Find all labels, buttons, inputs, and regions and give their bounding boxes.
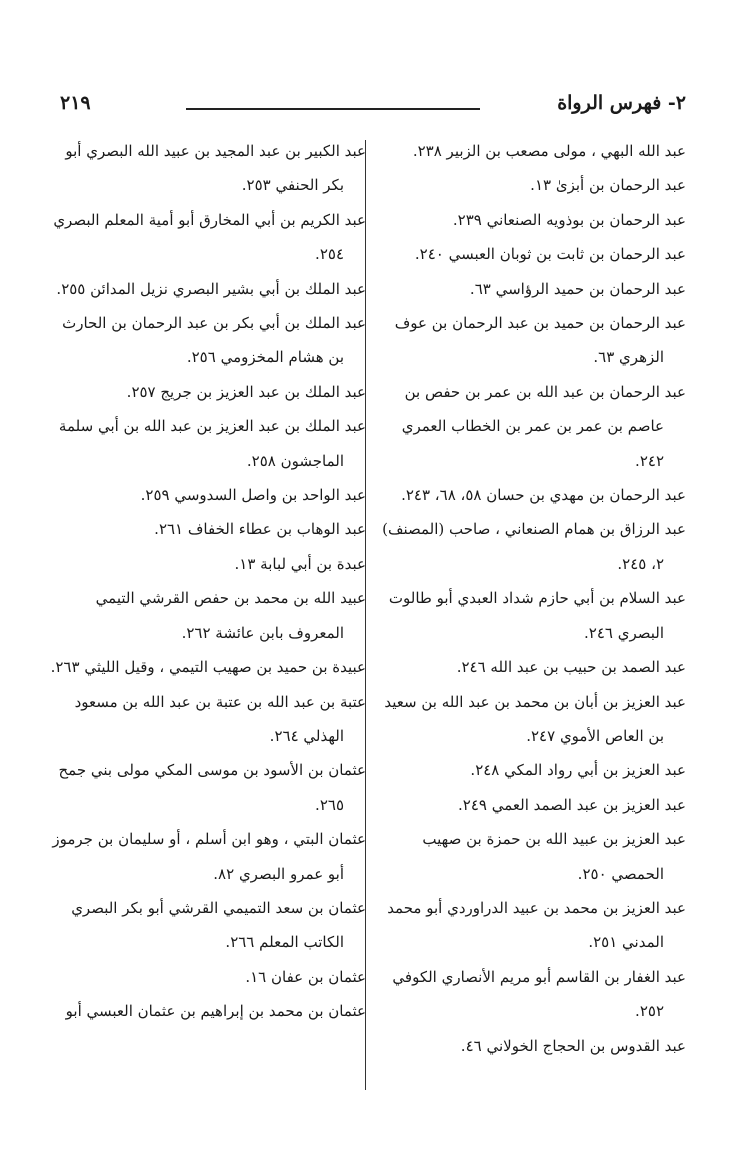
narrator-entry: عبد الملك بن عبد العزيز بن عبد الله بن أبي سلمة الماجشون ٢٥٨. bbox=[58, 417, 366, 470]
narrator-entry: عبد العزيز بن محمد بن عبيد الدراوردي أبو محمد المدني ٢٥١. bbox=[387, 898, 686, 952]
narrator-entry: عثمان البتي ، وهو ابن أسلم ، أو سليمان بن جرموز أبو عمرو البصري ٨٢. bbox=[52, 830, 366, 883]
narrator-entry: عثمان بن الأسود بن موسى المكي مولى بني جمح ٢٦٥. bbox=[58, 761, 366, 814]
section-title: ٢- فهرس الرواة bbox=[557, 92, 686, 114]
narrator-entry: عبد الصمد بن حبيب بن عبد الله ٢٤٦. bbox=[456, 658, 686, 677]
narrator-entry: عثمان بن عفان ١٦. bbox=[245, 967, 366, 986]
narrator-entry: عبد العزيز بن عبد الصمد العمي ٢٤٩. bbox=[458, 795, 686, 814]
narrator-entry: عبيد الله بن محمد بن حفص القرشي التيمي المعروف بابن عائشة ٢٦٢. bbox=[95, 589, 366, 642]
narrator-entry: عبد الرحمان بن حميد الرؤاسي ٦٣. bbox=[469, 279, 686, 298]
narrator-entry: عبد الواحد بن واصل السدوسي ٢٥٩. bbox=[140, 486, 366, 505]
narrator-entry: عبد العزيز بن أبي رواد المكي ٢٤٨. bbox=[470, 761, 686, 780]
narrator-entry: عثمان بن محمد بن إبراهيم بن عثمان العبسي أبو bbox=[65, 1002, 366, 1021]
narrator-entry: عبد الرحمان بن مهدي بن حسان ٥٨، ٦٨، ٢٤٣. bbox=[401, 486, 686, 505]
narrator-entry: عبد العزيز بن عبيد الله بن حمزة بن صهيب الحمصي ٢٥٠. bbox=[422, 830, 686, 883]
page-header bbox=[60, 88, 686, 124]
narrator-entry: عبد الرحمان بن عبد الله بن عمر بن حفص بن عاصم بن عمر بن عمر بن الخطاب العمري ٢٤٢. bbox=[401, 382, 686, 470]
narrator-entry: عبدة بن أبي لبابة ١٣. bbox=[234, 554, 366, 573]
narrator-entry: عثمان بن سعد التميمي القرشي أبو بكر البصري الكاتب المعلم ٢٦٦. bbox=[71, 898, 366, 952]
narrator-entry: عبد الرزاق بن همام الصنعاني ، صاحب (المصنف) ٢، ٢٤٥. bbox=[382, 520, 686, 573]
narrator-entry: عبد الكريم بن أبي المخارق أبو أمية المعلم البصري ٢٥٤. bbox=[53, 210, 366, 264]
header-rule bbox=[186, 108, 480, 110]
narrator-entry: عبد الملك بن أبي بشير البصري نزيل المدائن ٢٥٥. bbox=[56, 279, 366, 298]
narrator-entry: عبيدة بن حميد بن صهيب التيمي ، وقيل الليثي ٢٦٣. bbox=[50, 658, 366, 677]
narrator-entry: عتبة بن عبد الله بن عتبة بن عبد الله بن مسعود الهذلي ٢٦٤. bbox=[74, 692, 366, 745]
narrator-entry: عبد الغفار بن القاسم أبو مريم الأنصاري الكوفي ٢٥٢. bbox=[392, 967, 686, 1021]
narrator-entry: عبد الرحمان بن أبزىٰ ١٣. bbox=[530, 176, 686, 195]
narrator-entry: عبد الملك بن أبي بكر بن عبد الرحمان بن الحارث بن هشام المخزومي ٢٥٦. bbox=[62, 314, 366, 367]
narrator-entry: عبد الرحمان بن ثابت بن ثوبان العبسي ٢٤٠. bbox=[414, 245, 686, 264]
page-number: ٢١٩ bbox=[60, 92, 91, 114]
left-column bbox=[50, 134, 366, 1029]
narrator-entry: عبد الرحمان بن حميد بن عبد الرحمان بن عوف الزهري ٦٣. bbox=[394, 314, 686, 367]
right-column bbox=[382, 134, 686, 1063]
narrator-entry: عبد الوهاب بن عطاء الخفاف ٢٦١. bbox=[154, 520, 366, 539]
narrator-entry: عبد الله البهي ، مولى مصعب بن الزبير ٢٣٨. bbox=[412, 142, 686, 160]
narrator-entry: عبد الملك بن عبد العزيز بن جريج ٢٥٧. bbox=[126, 382, 366, 401]
narrator-entry: عبد الكبير بن عبد المجيد بن عبيد الله البصري أبو بكر الحنفي ٢٥٣. bbox=[65, 142, 366, 195]
narrator-entry: عبد القدوس بن الحجاج الخولاني ٤٦. bbox=[460, 1036, 686, 1055]
narrator-entry: عبد العزيز بن أبان بن محمد بن عبد الله بن سعيد بن العاص الأموي ٢٤٧. bbox=[384, 692, 686, 745]
narrator-entry: عبد الرحمان بن بوذويه الصنعاني ٢٣٩. bbox=[452, 210, 686, 229]
narrator-entry: عبد السلام بن أبي حازم شداد العبدي أبو طالوت البصري ٢٤٦. bbox=[388, 589, 686, 642]
